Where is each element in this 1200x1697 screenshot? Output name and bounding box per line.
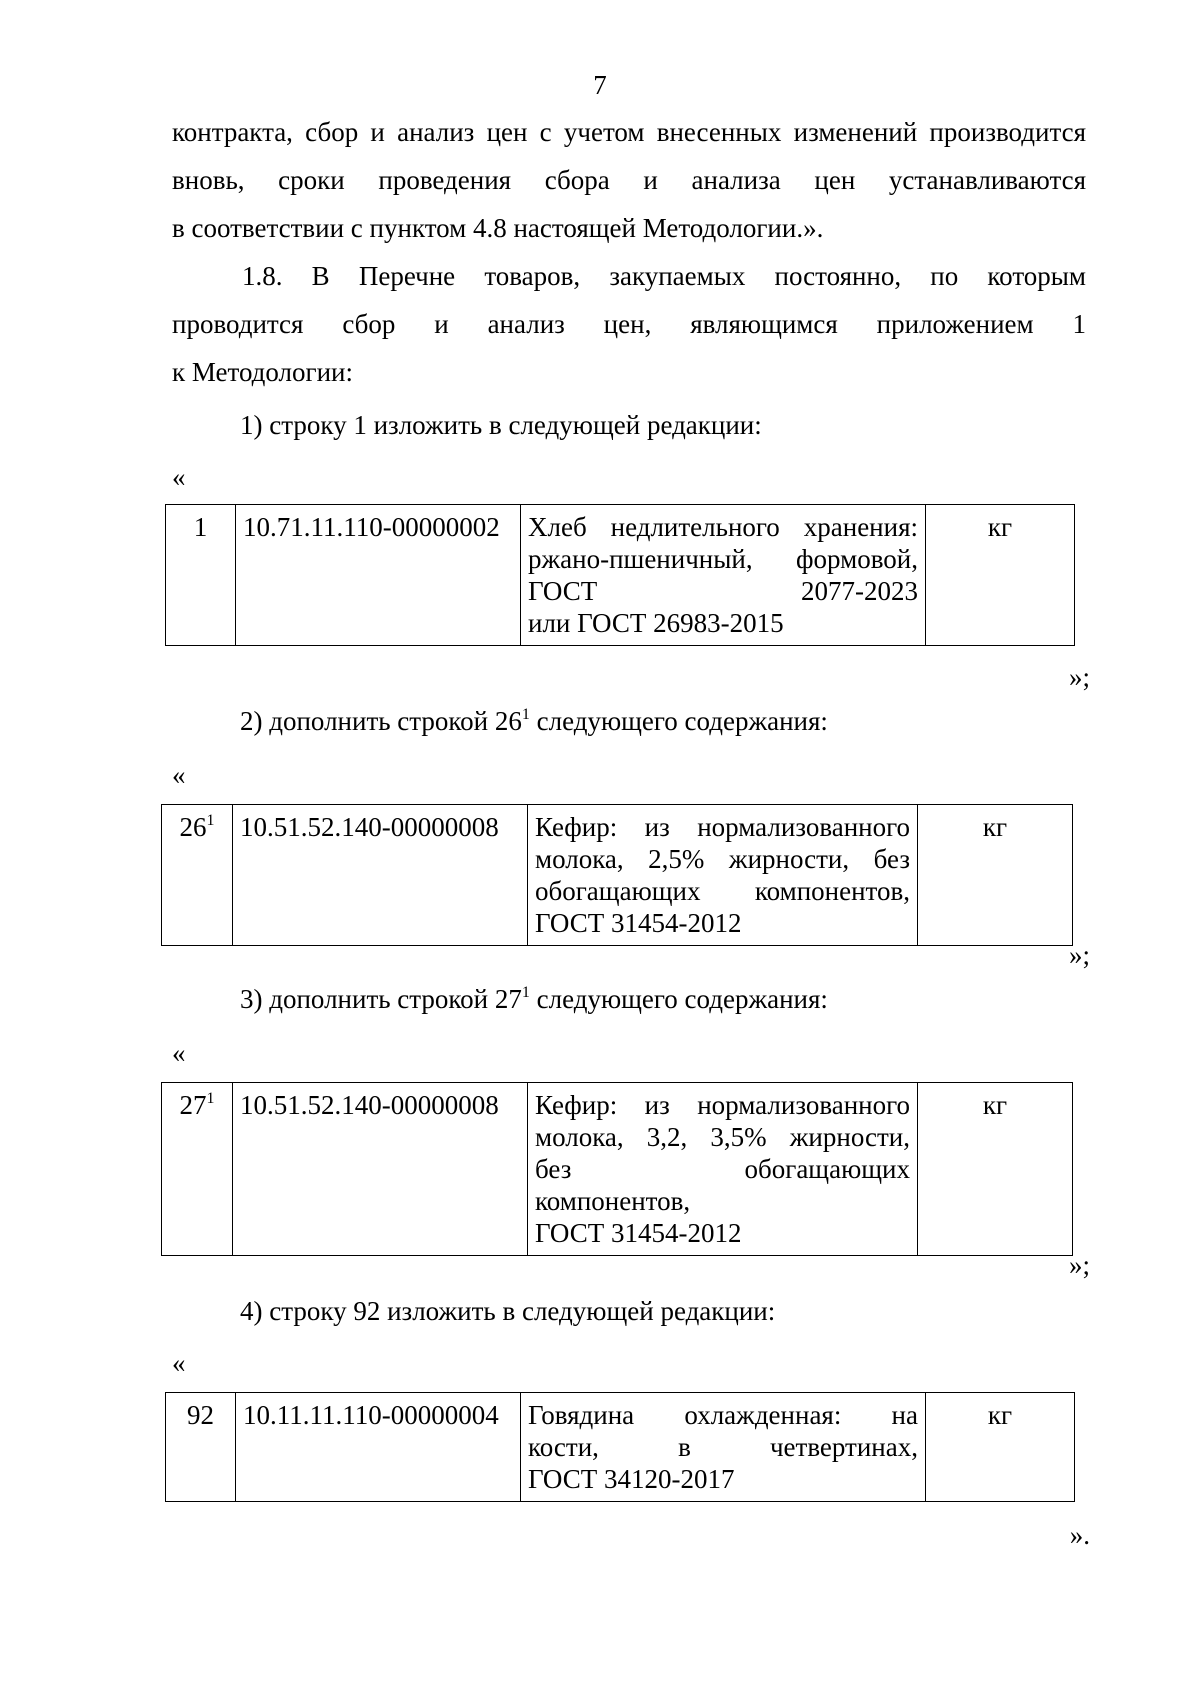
page-number: 7 [593, 70, 607, 100]
table-row-27-1 [161, 1082, 1073, 1256]
row-description [528, 1083, 918, 1256]
subitem-2 [240, 706, 828, 737]
row-description [528, 805, 918, 946]
row-description [521, 505, 926, 646]
row-number: 92 [166, 1393, 236, 1502]
subitem-2-suffix: следующего содержания: [529, 706, 828, 736]
item-1-8-line-1: 1.8. В Перечне товаров, закупаемых постоянно, по которым [242, 261, 1086, 291]
open-quote-3: « [172, 1038, 186, 1068]
row-number-sup: 1 [206, 1090, 215, 1107]
open-quote-4: « [172, 1348, 186, 1378]
desc-line: компонентов, [535, 1186, 691, 1216]
desc-line: Кефир: из нормализованного [535, 1090, 910, 1120]
row-number-main: 26 [179, 812, 207, 842]
desc-line: ГОСТ 31454-2012 [535, 1218, 742, 1248]
row-number: 1 [166, 505, 236, 646]
close-quote-1: »; [1068, 662, 1090, 692]
intro-paragraph [172, 108, 1086, 252]
item-1-8-line-3: к Методологии: [172, 357, 353, 387]
intro-line-2: вновь, сроки проведения сбора и анализа цен устанавливаются [172, 165, 1086, 195]
row-code: 10.11.11.110-00000004 [236, 1393, 521, 1502]
subitem-4: 4) строку 92 изложить в следующей редакции: [240, 1296, 776, 1326]
close-quote-final: ». [1069, 1520, 1090, 1550]
row-code: 10.51.52.140-00000008 [233, 1083, 528, 1256]
subitem-3-sup: 1 [521, 984, 530, 1001]
row-unit: кг [926, 505, 1075, 646]
intro-line-1: контракта, сбор и анализ цен с учетом внесенных изменений производится [172, 117, 1086, 147]
open-quote-2: « [172, 760, 186, 790]
desc-line: молока, 2,5% жирности, без [535, 844, 910, 874]
item-1-8-paragraph [172, 252, 1086, 396]
intro-line-3: в соответствии с пунктом 4.8 настоящей Методологии.». [172, 213, 824, 243]
desc-line: обогащающих компонентов, [535, 876, 910, 906]
row-number [162, 805, 233, 946]
table-row-92 [165, 1392, 1075, 1502]
desc-line: Кефир: из нормализованного [535, 812, 910, 842]
item-1-8-line-2: проводится сбор и анализ цен, являющимся приложением 1 [172, 309, 1086, 339]
open-quote-1: « [172, 462, 186, 492]
desc-line: или ГОСТ 26983-2015 [528, 608, 784, 638]
row-unit: кг [918, 805, 1073, 946]
row-code: 10.51.52.140-00000008 [233, 805, 528, 946]
desc-line: ГОСТ 2077-2023 [528, 576, 918, 606]
subitem-3-prefix: 3) дополнить строкой 27 [240, 984, 522, 1014]
subitem-1: 1) строку 1 изложить в следующей редакции: [240, 410, 762, 440]
row-number-sup: 1 [206, 812, 215, 829]
row-number-main: 27 [179, 1090, 207, 1120]
subitem-2-sup: 1 [521, 706, 530, 723]
desc-line: ГОСТ 34120-2017 [528, 1464, 735, 1494]
desc-line: Хлеб недлительного хранения: [528, 512, 918, 542]
desc-line: молока, 3,2, 3,5% жирности, [535, 1122, 910, 1152]
row-unit: кг [918, 1083, 1073, 1256]
table-row-1 [165, 504, 1075, 646]
desc-line: ГОСТ 31454-2012 [535, 908, 742, 938]
desc-line: кости, в четвертинах, [528, 1432, 918, 1462]
desc-line: без обогащающих [535, 1154, 910, 1184]
row-description [521, 1393, 926, 1502]
desc-line: ржано-пшеничный, формовой, [528, 544, 918, 574]
row-code: 10.71.11.110-00000002 [236, 505, 521, 646]
close-quote-3: »; [1068, 1250, 1090, 1280]
row-unit: кг [926, 1393, 1075, 1502]
row-number [162, 1083, 233, 1256]
subitem-2-prefix: 2) дополнить строкой 26 [240, 706, 522, 736]
close-quote-2: »; [1068, 940, 1090, 970]
subitem-3 [240, 984, 828, 1015]
subitem-3-suffix: следующего содержания: [529, 984, 828, 1014]
desc-line: Говядина охлажденная: на [528, 1400, 918, 1430]
table-row-26-1 [161, 804, 1073, 946]
